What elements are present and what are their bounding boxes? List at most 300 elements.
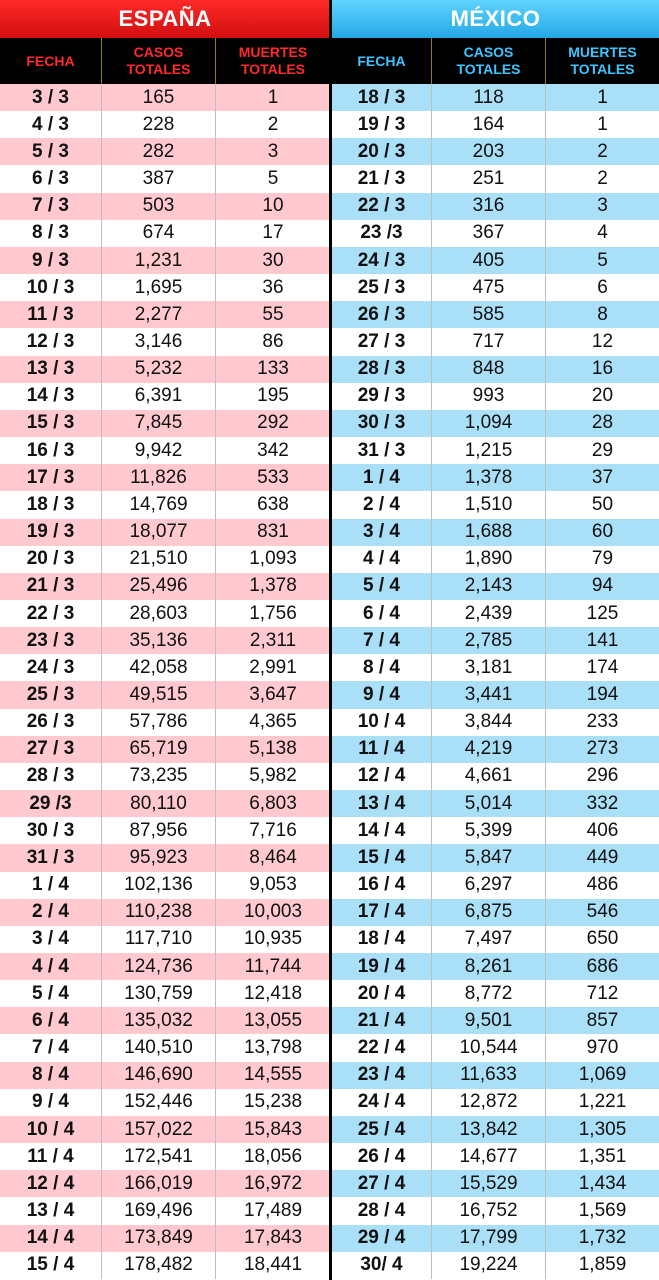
spain-cases-cell: 65,719 [102,736,216,763]
mexico-deaths-cell: 296 [586,765,619,787]
spain-table-row [0,600,330,627]
mexico-table-row [332,383,659,410]
mexico-cases-cell: 1,215 [432,437,546,464]
mexico-cases-cell: 717 [432,328,546,355]
spain-cases-cell: 130,759 [102,980,216,1007]
spain-cases-cell: 9,942 [102,437,216,464]
spain-table-row [0,681,330,708]
spain-date-cell: 24 / 3 [0,654,102,681]
spain-deaths-cell: 17 [262,222,284,244]
mexico-deaths-cell: 5 [597,249,608,271]
spain-title: ESPAÑA [0,0,330,38]
spain-date-cell: 6 / 4 [0,1007,102,1034]
mexico-deaths-cell: 12 [591,330,614,352]
mexico-date-cell: 2 / 4 [332,491,432,518]
mexico-date-cell: 25 / 4 [332,1116,432,1143]
spain-table-row [0,1170,330,1197]
mexico-table-row [332,220,659,247]
mexico-deaths-cell: 1,305 [578,1118,627,1140]
mexico-deaths-cell: 29 [591,439,614,461]
mexico-date-cell: 14 / 4 [332,817,432,844]
spain-date-cell: 23 / 3 [0,627,102,654]
mexico-deaths-cell: 1 [597,86,608,108]
spain-cases-cell: 674 [102,220,216,247]
mexico-date-cell: 23 /3 [332,220,432,247]
mexico-table-row [332,410,659,437]
spain-table-row [0,111,330,138]
spain-deaths-cell: 17,489 [243,1199,303,1221]
spain-date-cell: 15 / 3 [0,410,102,437]
mexico-table-row [332,1007,659,1034]
column-divider [329,0,332,1280]
spain-date-cell: 21 / 3 [0,573,102,600]
mexico-cases-cell: 14,677 [432,1143,546,1170]
spain-table-row [0,627,330,654]
mexico-deaths-cell: 50 [591,493,614,515]
mexico-deaths-cell: 1,434 [578,1172,627,1194]
spain-table-row [0,953,330,980]
spain-table-row [0,410,330,437]
spain-cases-cell: 172,541 [102,1143,216,1170]
mexico-table-row [332,301,659,328]
spain-cases-cell: 152,446 [102,1089,216,1116]
mexico-cases-cell: 3,844 [432,709,546,736]
spain-cases-cell: 282 [102,138,216,165]
spain-table-row [0,1089,330,1116]
spain-table-row [0,1116,330,1143]
spain-table-row [0,1007,330,1034]
spain-date-cell: 14 / 4 [0,1225,102,1252]
mexico-cases-cell: 8,772 [432,980,546,1007]
spain-date-cell: 3 / 4 [0,926,102,953]
mexico-cases-cell: 5,399 [432,817,546,844]
mexico-table-row [332,980,659,1007]
spain-deaths-cell: 1 [267,86,279,108]
mexico-table-row [332,165,659,192]
mexico-table-row [332,899,659,926]
mexico-date-cell: 28 / 3 [332,356,432,383]
mexico-table-row [332,1197,659,1224]
spain-cases-cell: 2,277 [102,301,216,328]
mexico-cases-cell: 3,181 [432,654,546,681]
mexico-cases-cell: 2,143 [432,573,546,600]
mexico-table-row [332,356,659,383]
spain-date-cell: 11 / 3 [0,301,102,328]
spain-deaths-cell: 18,441 [243,1254,303,1276]
spain-deaths-cell: 133 [257,358,289,380]
spain-date-cell: 9 / 4 [0,1089,102,1116]
spain-table-row [0,519,330,546]
spain-header-casos: CASOS TOTALES [102,38,216,84]
mexico-date-cell: 30 / 3 [332,410,432,437]
spain-date-cell: 12 / 4 [0,1170,102,1197]
mexico-deaths-cell: 970 [586,1037,619,1059]
spain-table-row [0,247,330,274]
spain-deaths-cell: 12,418 [243,982,303,1004]
mexico-date-cell: 17 / 4 [332,899,432,926]
spain-table-row [0,165,330,192]
mexico-cases-cell: 405 [432,247,546,274]
mexico-cases-cell: 2,785 [432,627,546,654]
spain-deaths-cell: 195 [257,385,289,407]
spain-table-row [0,1225,330,1252]
mexico-table-row [332,1116,659,1143]
spain-cases-cell: 3,146 [102,328,216,355]
spain-table-row [0,356,330,383]
spain-date-cell: 13 / 4 [0,1197,102,1224]
mexico-table-row [332,627,659,654]
mexico-cases-cell: 4,219 [432,736,546,763]
spain-table-row [0,1062,330,1089]
mexico-date-cell: 28 / 4 [332,1197,432,1224]
mexico-date-cell: 19 / 3 [332,111,432,138]
mexico-cases-cell: 585 [432,301,546,328]
spain-table-row [0,220,330,247]
spain-deaths-cell: 3,647 [249,684,297,706]
spain-cases-cell: 117,710 [102,926,216,953]
spain-cases-cell: 87,956 [102,817,216,844]
mexico-table-row [332,111,659,138]
spain-deaths-cell: 16,972 [243,1172,303,1194]
mexico-cases-cell: 251 [432,165,546,192]
mexico-table-row [332,763,659,790]
mexico-table [332,0,659,1280]
mexico-header-fecha: FECHA [332,38,432,84]
spain-deaths-cell: 30 [262,249,284,271]
spain-deaths-cell: 5,138 [249,738,297,760]
mexico-cases-cell: 316 [432,193,546,220]
mexico-cases-cell: 9,501 [432,1007,546,1034]
spain-cases-cell: 102,136 [102,872,216,899]
spain-deaths-cell: 5,982 [249,765,297,787]
spain-date-cell: 8 / 3 [0,220,102,247]
spain-cases-cell: 57,786 [102,709,216,736]
spain-deaths-cell: 2,311 [249,629,297,651]
mexico-deaths-cell: 4 [597,222,608,244]
mexico-deaths-cell: 486 [586,874,619,896]
spain-cases-cell: 25,496 [102,573,216,600]
spain-cases-cell: 166,019 [102,1170,216,1197]
spain-date-cell: 12 / 3 [0,328,102,355]
spain-date-cell: 4 / 4 [0,953,102,980]
mexico-table-row [332,872,659,899]
spain-cases-cell: 135,032 [102,1007,216,1034]
spain-date-cell: 10 / 3 [0,274,102,301]
spain-table-row [0,301,330,328]
mexico-table-row [332,709,659,736]
mexico-deaths-cell: 141 [586,629,619,651]
spain-deaths-cell: 638 [257,493,289,515]
mexico-date-cell: 26 / 4 [332,1143,432,1170]
mexico-cases-cell: 19,224 [432,1252,546,1279]
spain-cases-cell: 1,695 [102,274,216,301]
mexico-date-cell: 12 / 4 [332,763,432,790]
mexico-date-cell: 20 / 4 [332,980,432,1007]
spain-date-cell: 6 / 3 [0,165,102,192]
mexico-table-row [332,844,659,871]
mexico-deaths-cell: 125 [586,602,619,624]
mexico-header-muertes: MUERTES TOTALES [568,44,637,77]
spain-deaths-cell: 342 [257,439,289,461]
mexico-deaths-cell: 20 [591,385,614,407]
spain-table-row [0,437,330,464]
mexico-cases-cell: 2,439 [432,600,546,627]
mexico-table-row [332,573,659,600]
spain-cases-cell: 6,391 [102,383,216,410]
mexico-table-row [332,790,659,817]
mexico-cases-cell: 16,752 [432,1197,546,1224]
mexico-deaths-cell: 857 [586,1009,619,1031]
mexico-deaths-cell: 686 [586,955,619,977]
spain-table-row [0,328,330,355]
spain-cases-cell: 503 [102,193,216,220]
spain-table-row [0,926,330,953]
mexico-date-cell: 9 / 4 [332,681,432,708]
mexico-deaths-cell: 1,069 [578,1064,627,1086]
mexico-cases-cell: 8,261 [432,953,546,980]
mexico-date-cell: 5 / 4 [332,573,432,600]
mexico-deaths-cell: 1,569 [578,1199,627,1221]
spain-deaths-cell: 7,716 [249,819,297,841]
mexico-table-row [332,681,659,708]
spain-deaths-cell: 17,843 [243,1227,303,1249]
spain-table-row [0,464,330,491]
mexico-rows [332,84,659,1279]
spain-cases-cell: 387 [102,165,216,192]
spain-table-row [0,790,330,817]
spain-deaths-cell: 10,935 [243,928,303,950]
spain-deaths-cell: 55 [262,303,284,325]
mexico-deaths-cell: 37 [591,466,614,488]
spain-date-cell: 26 / 3 [0,709,102,736]
spain-date-cell: 19 / 3 [0,519,102,546]
mexico-cases-cell: 4,661 [432,763,546,790]
mexico-deaths-cell: 712 [586,982,619,1004]
spain-date-cell: 5 / 3 [0,138,102,165]
mexico-cases-cell: 17,799 [432,1225,546,1252]
mexico-cases-cell: 7,497 [432,926,546,953]
spain-deaths-cell: 14,555 [243,1064,303,1086]
mexico-date-cell: 27 / 3 [332,328,432,355]
spain-table-row [0,1034,330,1061]
spain-table-row [0,1143,330,1170]
mexico-deaths-cell: 449 [586,846,619,868]
mexico-table-row [332,138,659,165]
mexico-table-row [332,328,659,355]
spain-table-row [0,736,330,763]
mexico-deaths-cell: 332 [586,792,619,814]
spain-deaths-cell: 4,365 [249,711,297,733]
spain-deaths-cell: 15,238 [243,1091,303,1113]
mexico-date-cell: 22 / 4 [332,1034,432,1061]
spain-date-cell: 10 / 4 [0,1116,102,1143]
spain-date-cell: 17 / 3 [0,464,102,491]
spain-deaths-cell: 292 [257,412,289,434]
mexico-cases-cell: 848 [432,356,546,383]
mexico-table-row [332,519,659,546]
mexico-deaths-cell: 2 [597,140,608,162]
mexico-cases-cell: 118 [432,84,546,111]
mexico-cases-cell: 367 [432,220,546,247]
mexico-cases-cell: 1,094 [432,410,546,437]
spain-deaths-cell: 5 [267,168,279,190]
mexico-cases-cell: 6,297 [432,872,546,899]
spain-cases-cell: 21,510 [102,546,216,573]
spain-cases-cell: 1,231 [102,247,216,274]
spain-deaths-cell: 15,843 [243,1118,303,1140]
spain-deaths-cell: 8,464 [249,846,297,868]
mexico-deaths-cell: 1,732 [578,1227,627,1249]
spain-date-cell: 14 / 3 [0,383,102,410]
mexico-cases-cell: 1,688 [432,519,546,546]
mexico-table-row [332,1143,659,1170]
spain-date-cell: 7 / 4 [0,1034,102,1061]
mexico-date-cell: 4 / 4 [332,546,432,573]
mexico-deaths-cell: 94 [591,575,614,597]
spain-date-cell: 28 / 3 [0,763,102,790]
spain-cases-cell: 49,515 [102,681,216,708]
spain-date-cell: 11 / 4 [0,1143,102,1170]
mexico-cases-cell: 993 [432,383,546,410]
mexico-deaths-cell: 2 [597,168,608,190]
mexico-deaths-cell: 16 [591,358,614,380]
spain-deaths-cell: 36 [262,276,284,298]
mexico-cases-cell: 3,441 [432,681,546,708]
mexico-date-cell: 8 / 4 [332,654,432,681]
mexico-header-casos: CASOS TOTALES [432,38,546,84]
mexico-deaths-cell: 1,859 [578,1254,627,1276]
mexico-deaths-cell: 79 [591,548,614,570]
spain-date-cell: 8 / 4 [0,1062,102,1089]
mexico-date-cell: 26 / 3 [332,301,432,328]
mexico-deaths-cell: 1,351 [578,1145,627,1167]
spain-deaths-cell: 10,003 [243,901,303,923]
mexico-deaths-cell: 60 [591,521,614,543]
spain-table-row [0,491,330,518]
mexico-table-row [332,437,659,464]
mexico-deaths-cell: 546 [586,901,619,923]
mexico-table-row [332,654,659,681]
spain-cases-cell: 157,022 [102,1116,216,1143]
spain-table-row [0,709,330,736]
mexico-date-cell: 18 / 3 [332,84,432,111]
mexico-date-cell: 19 / 4 [332,953,432,980]
mexico-cases-cell: 12,872 [432,1089,546,1116]
mexico-cases-cell: 5,014 [432,790,546,817]
mexico-table-row [332,817,659,844]
mexico-deaths-cell: 3 [597,195,608,217]
spain-cases-cell: 124,736 [102,953,216,980]
spain-cases-cell: 28,603 [102,600,216,627]
spain-date-cell: 5 / 4 [0,980,102,1007]
mexico-table-row [332,464,659,491]
spain-cases-cell: 95,923 [102,844,216,871]
spain-table-row [0,817,330,844]
spain-header-muertes: MUERTES TOTALES [238,44,308,77]
spain-date-cell: 22 / 3 [0,600,102,627]
spain-date-cell: 18 / 3 [0,491,102,518]
mexico-cases-cell: 11,633 [432,1062,546,1089]
spain-table-row [0,274,330,301]
mexico-deaths-cell: 1 [597,113,608,135]
mexico-date-cell: 7 / 4 [332,627,432,654]
mexico-date-cell: 23 / 4 [332,1062,432,1089]
mexico-deaths-cell: 6 [597,276,608,298]
mexico-cases-cell: 475 [432,274,546,301]
spain-cases-cell: 80,110 [102,790,216,817]
mexico-table-row [332,1062,659,1089]
spain-cases-cell: 169,496 [102,1197,216,1224]
mexico-date-cell: 25 / 3 [332,274,432,301]
mexico-table-row [332,84,659,111]
mexico-date-cell: 13 / 4 [332,790,432,817]
spain-deaths-cell: 13,055 [243,1009,303,1031]
spain-deaths-cell: 11,744 [244,955,302,977]
spain-cases-cell: 140,510 [102,1034,216,1061]
spain-cases-cell: 18,077 [102,519,216,546]
spain-table-row [0,872,330,899]
spain-deaths-cell: 3 [267,140,279,162]
spain-deaths-cell: 6,803 [249,792,297,814]
spain-rows [0,84,330,1279]
spain-date-cell: 13 / 3 [0,356,102,383]
spain-cases-cell: 42,058 [102,654,216,681]
mexico-cases-cell: 164 [432,111,546,138]
spain-table-row [0,383,330,410]
mexico-cases-cell: 1,510 [432,491,546,518]
spain-table-row [0,763,330,790]
mexico-table-row [332,1034,659,1061]
spain-date-cell: 16 / 3 [0,437,102,464]
mexico-cases-cell: 10,544 [432,1034,546,1061]
spain-date-cell: 1 / 4 [0,872,102,899]
mexico-table-row [332,1170,659,1197]
mexico-date-cell: 31 / 3 [332,437,432,464]
spain-deaths-cell: 1,093 [249,548,297,570]
spain-date-cell: 7 / 3 [0,193,102,220]
spain-date-cell: 3 / 3 [0,84,102,111]
spain-table-row [0,899,330,926]
spain-cases-cell: 5,232 [102,356,216,383]
spain-table-row [0,844,330,871]
spain-table-row [0,84,330,111]
spain-date-cell: 4 / 3 [0,111,102,138]
spain-cases-cell: 165 [102,84,216,111]
spain-date-cell: 9 / 3 [0,247,102,274]
spain-deaths-cell: 13,798 [243,1037,303,1059]
spain-date-cell: 30 / 3 [0,817,102,844]
mexico-cases-cell: 1,378 [432,464,546,491]
spain-cases-cell: 178,482 [102,1252,216,1279]
mexico-date-cell: 27 / 4 [332,1170,432,1197]
mexico-table-row [332,491,659,518]
spain-date-cell: 27 / 3 [0,736,102,763]
mexico-date-cell: 24 / 4 [332,1089,432,1116]
mexico-table-row [332,736,659,763]
spain-table-row [0,573,330,600]
spain-header-row [0,38,330,84]
mexico-table-row [332,247,659,274]
mexico-date-cell: 15 / 4 [332,844,432,871]
mexico-date-cell: 29 / 4 [332,1225,432,1252]
mexico-date-cell: 22 / 3 [332,193,432,220]
mexico-table-row [332,926,659,953]
spain-table-row [0,1252,330,1279]
spain-date-cell: 29 /3 [0,790,102,817]
mexico-table-row [332,546,659,573]
spain-deaths-cell: 533 [257,466,289,488]
mexico-deaths-cell: 1,221 [578,1091,627,1113]
